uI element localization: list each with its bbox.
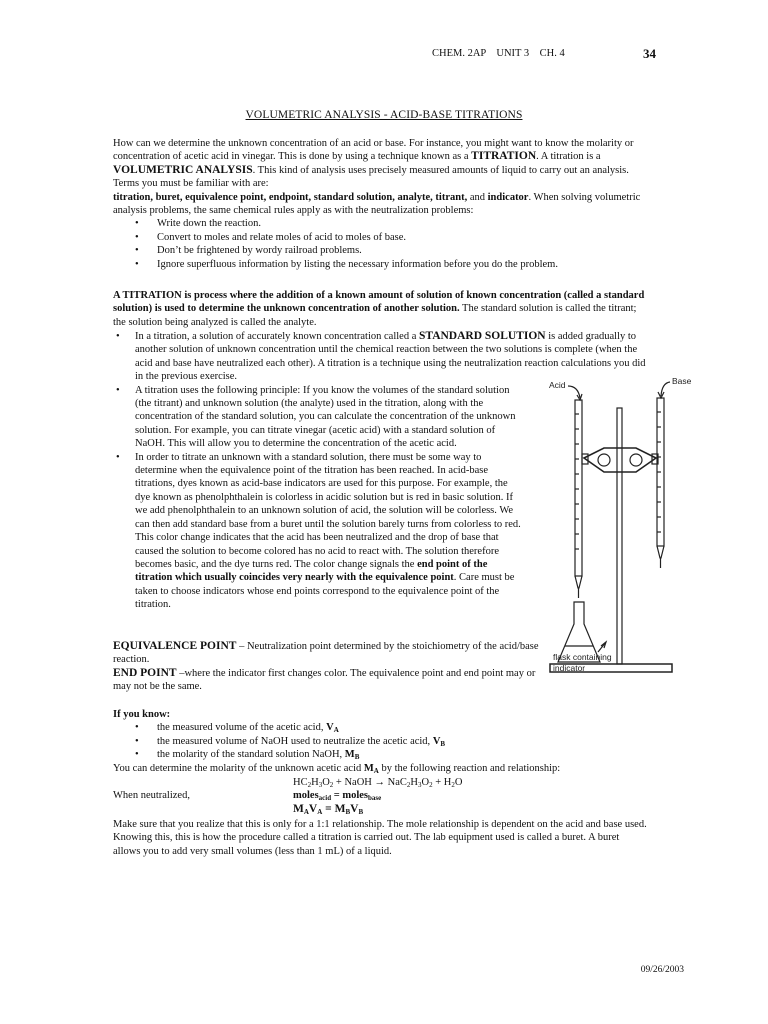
- if-you-know-heading: If you know:: [113, 709, 171, 720]
- known-values-list: [113, 721, 648, 761]
- end-point-definition: END POINT –where the indicator first changes color. The equivalence point and end point may or may not be the same.: [113, 666, 536, 693]
- equivalence-point-definition: EQUIVALENCE POINT – Neutralization point determined by the stoichiometry of the acid/base reaction.: [113, 640, 539, 666]
- acid-label: Acid: [549, 380, 566, 390]
- footer-date: 09/26/2003: [640, 965, 684, 975]
- step-list: [113, 217, 648, 271]
- molarity-equation: $M_AV_A = M_BV_B$: [293, 803, 364, 816]
- list-item: • the measured volume of the acetic acid, $V_A$: [113, 721, 648, 734]
- intro-section: [113, 137, 648, 271]
- list-item: • Don’t be frightened by wordy railroad problems.: [113, 244, 648, 257]
- buret-clamp: [584, 448, 656, 472]
- list-item: • Convert to moles and relate moles of acid to moles of base.: [113, 231, 648, 244]
- list-item: • In order to titrate an unknown with a standard solution, there must be some way to determine when the equivalence point of the titration has been reached. In acid-base titrations, dyes known as acid-base indicators are used for this purpose. For example, the dye known as phenolphthalein is colorless in acidic solution but is red in basic solution. If we add phenolphthalein to an unknown solution of acid, the solution will be colorless. We can then add standard base from a buret until the solution barely turns from colorless to red. This color change indicates that the acid has been neutralized and the drop of base that caused the solution to become colored has no acid to react with. The solution therefore becomes basic, and the dye turns red. The color change signals the end point of the titration which usually coincides very nearly with the equivalence point. Care must be taken to choose indicators whose end points correspond to the equivalence point of the titration.: [113, 451, 648, 612]
- list-item: • Ignore superfluous information by listing the necessary information before you do the problem.: [113, 258, 648, 271]
- term-list: titration, buret, equivalence point, endpoint, standard solution, analyte, titrant,: [113, 191, 468, 203]
- molarity-lead-text: You can determine the molarity of the unknown acetic acid $M_A$ by the following reaction and relationship:: [113, 762, 561, 775]
- intro-paragraph: How can we determine the unknown concentration of an acid or base. For instance, you might want to know the molarity or concentration of acetic acid in vinegar. This is done by using a technique known as a TITRATION. A titration is a VOLUMETRIC ANALYSIS. This kind of analysis uses precisely measured amounts of liquid to carry out an analysis. Terms you must be familiar with are: titration, buret, equivalence point, endpoint, standard solution, analyte, titrant, and indicator. When solving volumetric analysis problems, the same chemical rules apply as with the neutralization problems:: [113, 138, 641, 217]
- titration-definition: A TITRATION is process where the addition of a known amount of solution of known concentration (called a standard solution) is used to determine the unknown concentration of another solution. The standard solution is called the titrant; the solution being analyzed is called the analyte.: [113, 290, 645, 328]
- titration-apparatus-figure: [544, 374, 708, 690]
- flask-label: flask containing indicator: [553, 652, 612, 673]
- stand-rod: [617, 408, 622, 664]
- moles-equation: moles$_{acid}$ = moles$_{base}$: [293, 790, 382, 802]
- neutralized-label: When neutralized,: [113, 790, 190, 801]
- page-number: 34: [643, 46, 656, 61]
- closing-paragraph: Make sure that you realize that this is only for a 1:1 relationship. The mole relationship is dependent on the acid and base used. Knowing this, this is how the procedure called a titration is carried out. The lab equipment used is called a buret. A buret allows you to add very small volumes (less than 1 mL) of a liquid.: [113, 819, 647, 857]
- list-item: • A titration uses the following principle: If you know the volumes of the standard solution (the titrant) and unknown solution (the analyte) used in the titration, along with the concentration of the standard solution, you can calculate the concentration of the unknown solution. For example, you can titrate vinegar (acetic acid) with a standard solution of NaOH. This will allow you to determine the concentration of the acetic acid.: [113, 384, 648, 451]
- list-item: • the molarity of the standard solution NaOH, $M_B$: [113, 748, 648, 761]
- page-title: VOLUMETRIC ANALYSIS - ACID-BASE TITRATIONS: [245, 109, 523, 121]
- list-item: • Write down the reaction.: [113, 217, 648, 230]
- reaction-equation: $HC_2H_3O_2$ + NaOH → $NaC_2H_3O_2 + H_2O$: [293, 777, 463, 789]
- base-label: Base: [672, 376, 692, 386]
- list-item: • the measured volume of NaOH used to neutralize the acetic acid, $V_B$: [113, 735, 648, 748]
- if-you-know-section: [113, 708, 648, 775]
- definitions-section: [113, 640, 543, 694]
- base-arrow: [661, 382, 670, 396]
- list-item: • In a titration, a solution of accurately known concentration called a STANDARD SOLUTION is added gradually to another solution of unknown concentration until the chemical reaction between the two solutions is complete (when the acid and base have neutralized each other). A titration is a technique using the neutralization reaction calculations you did in the previous exercise.: [113, 330, 648, 384]
- course-code: CHEM. 2AP UNIT 3 CH. 4: [432, 48, 565, 59]
